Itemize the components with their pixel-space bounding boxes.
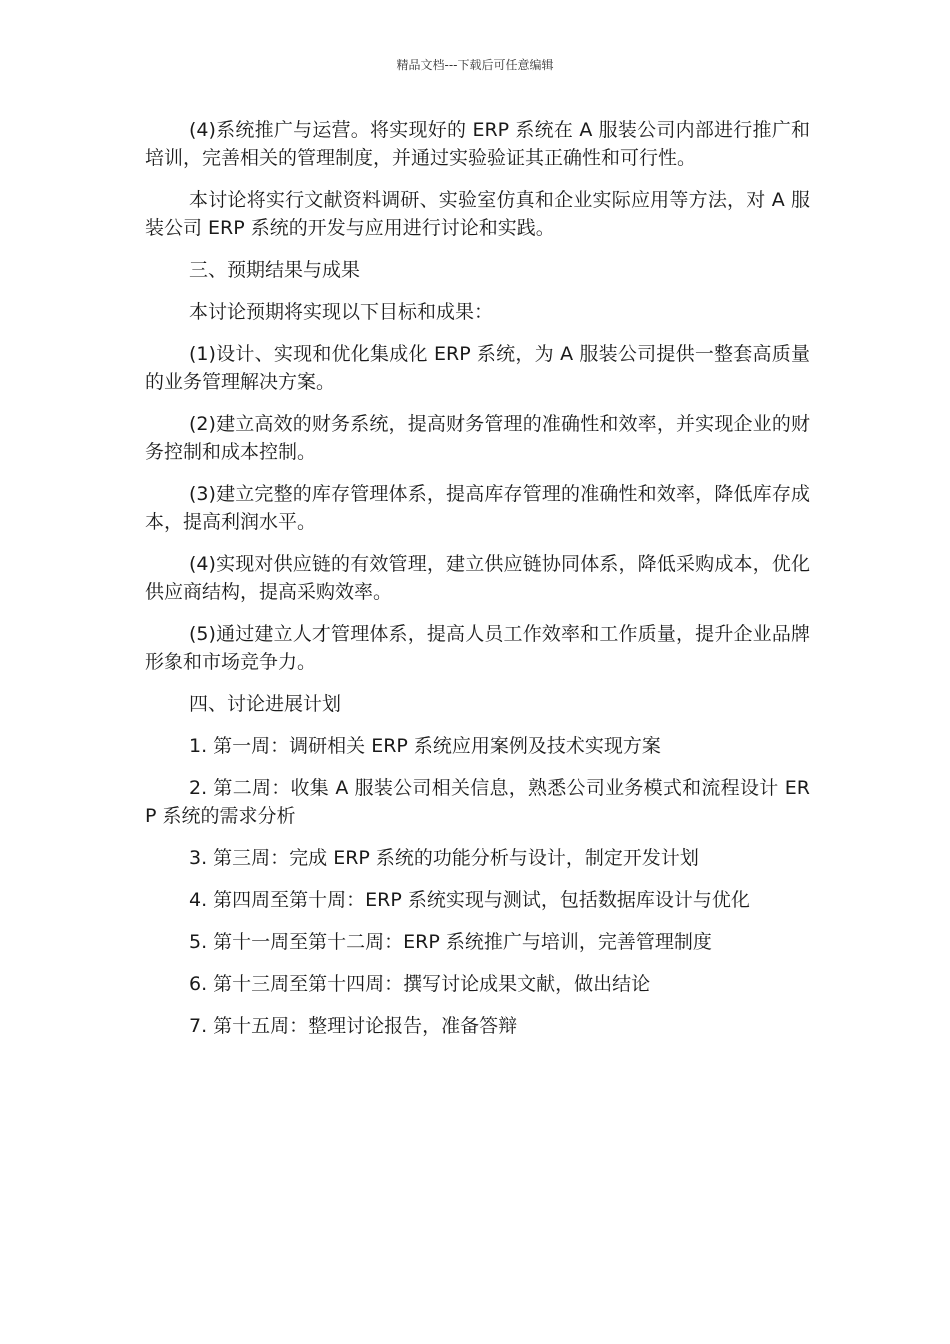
plan-item-week-13-14: 6. 第十三周至第十四周：撰写讨论成果文献，做出结论 [189,973,651,995]
plan-item-week-4-10: 4. 第四周至第十周：ERP 系统实现与测试，包括数据库设计与优化 [189,889,750,911]
paragraph-result-3: (3)建立完整的库存管理体系，提高库存管理的准确性和效率，降低库存成本，提高利润水平。 [145,483,810,533]
paragraph-result-4: (4)实现对供应链的有效管理，建立供应链协同体系，降低采购成本，优化供应商结构，提高采购效率。 [145,553,810,603]
page-header: 精品文档---下载后可任意编辑 [396,58,554,72]
plan-item-week-3: 3. 第三周：完成 ERP 系统的功能分析与设计，制定开发计划 [189,847,699,869]
document-body [145,116,810,1054]
paragraph-research-methods: 本讨论将实行文献资料调研、实验室仿真和企业实际应用等方法，对 A 服装公司 ERP 系统的开发与应用进行讨论和实践。 [145,189,810,239]
plan-item-week-15: 7. 第十五周：整理讨论报告，准备答辩 [189,1015,518,1037]
plan-item-week-11-12: 5. 第十一周至第十二周：ERP 系统推广与培训，完善管理制度 [189,931,712,953]
paragraph-result-1: (1)设计、实现和优化集成化 ERP 系统，为 A 服装公司提供一整套高质量的业务管理解决方案。 [145,343,810,393]
section-heading-expected-results: 三、预期结果与成果 [189,259,361,281]
section-heading-progress-plan: 四、讨论进展计划 [189,693,342,715]
paragraph-system-promotion: (4)系统推广与运营。将实现好的 ERP 系统在 A 服装公司内部进行推广和培训，完善相关的管理制度，并通过实验验证其正确性和可行性。 [145,119,810,169]
paragraph-result-5: (5)通过建立人才管理体系，提高人员工作效率和工作质量，提升企业品牌形象和市场竞争力。 [145,623,810,673]
paragraph-result-2: (2)建立高效的财务系统，提高财务管理的准确性和效率，并实现企业的财务控制和成本控制。 [145,413,810,463]
plan-item-week-2: 2. 第二周：收集 A 服装公司相关信息，熟悉公司业务模式和流程设计 ERP 系统的需求分析 [145,777,810,827]
paragraph-expected-intro: 本讨论预期将实现以下目标和成果： [189,301,494,323]
plan-item-week-1: 1. 第一周：调研相关 ERP 系统应用案例及技术实现方案 [189,735,661,757]
